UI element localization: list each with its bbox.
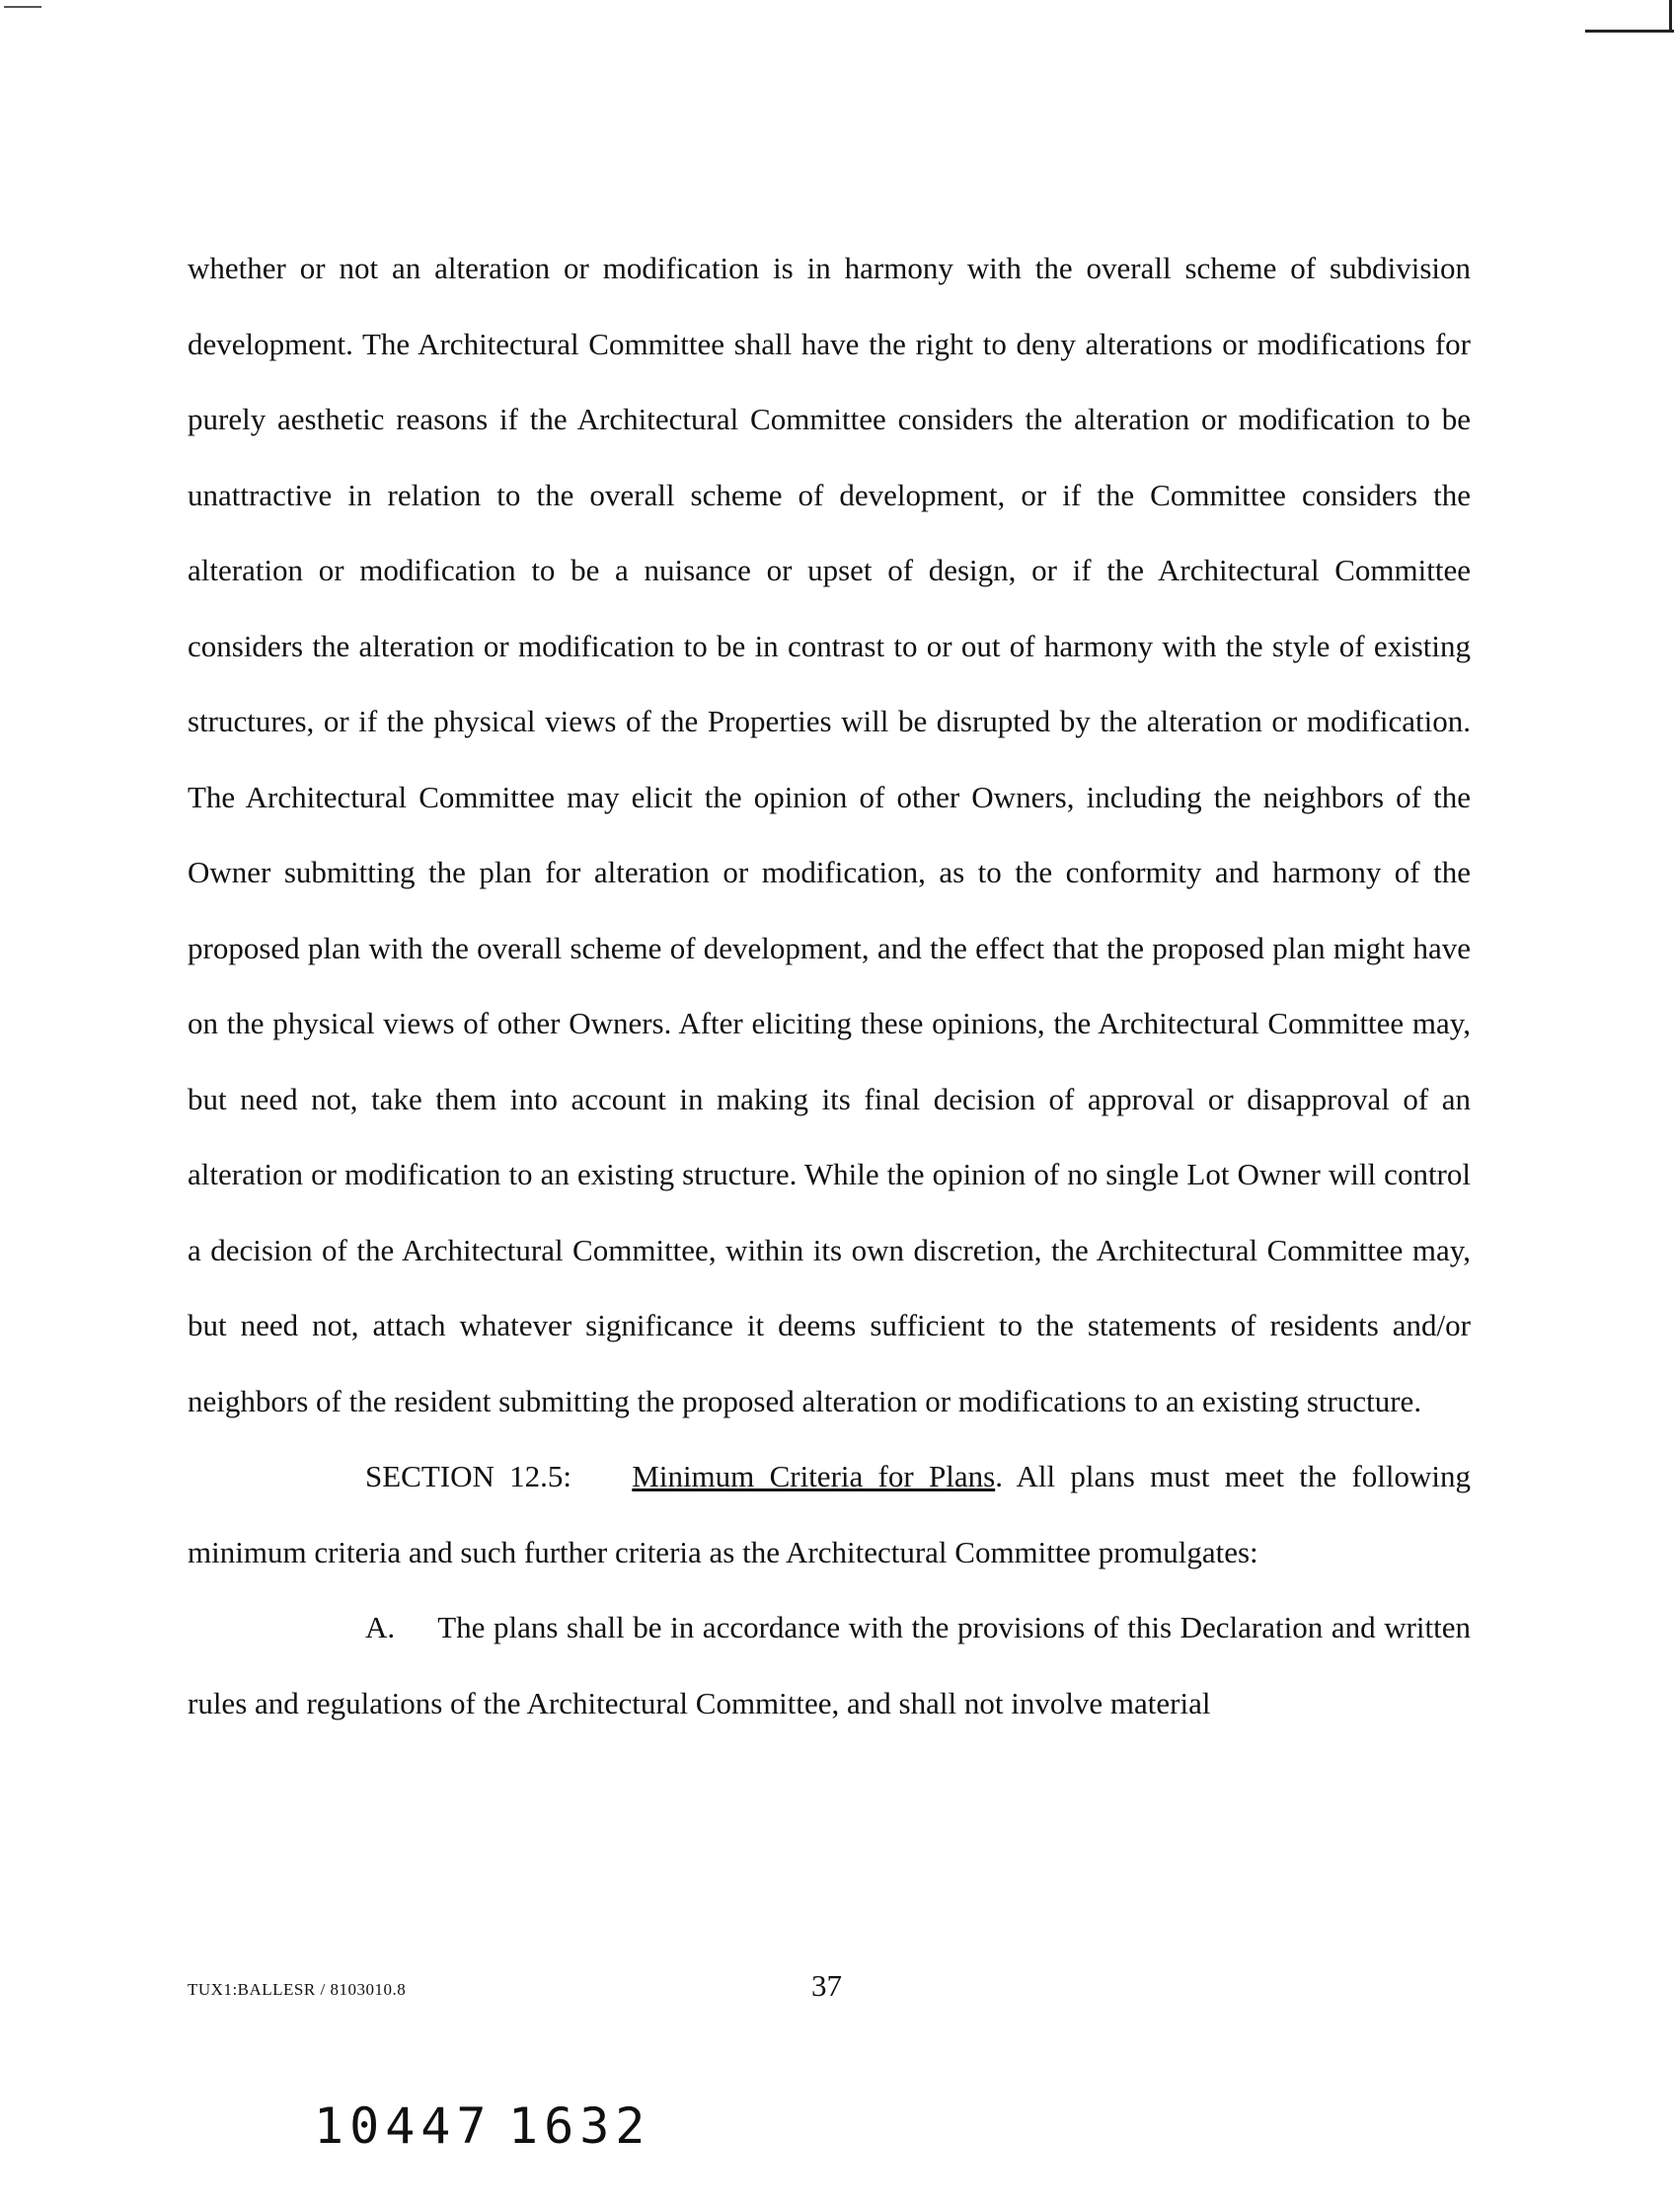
section-number: SECTION 12.5: [365, 1459, 572, 1493]
section-text: . All plans must meet the following minimum criteria and such further criteria as the Architectural Committee promulgates: [188, 1459, 1472, 1569]
item-a-text: The plans shall be in accordance with the provisions of this Declaration and written rules and regulations of the Architectural Committee, and shall not involve material [188, 1610, 1472, 1720]
scan-edge-mark [4, 6, 41, 8]
corner-crop-mark [1583, 0, 1674, 39]
section-12-5-paragraph [188, 1439, 1471, 1590]
paragraph-continuation: whether or not an alteration or modification is in harmony with the overall scheme of subdivision development. The Architectural Committee shall have the right to deny alterations or modifications for purely aesthetic reasons if the Architectural Committee considers the alteration or modification to be unattractive in relation to the overall scheme of development, or if the Committee considers the alteration or modification to be a nuisance or upset of design, or if the Architectural Committee considers the alteration or modification to be in contrast to or out of harmony with the style of existing structures, or if the physical views of the Properties will be disrupted by the alteration or modification. The Architectural Committee may elicit the opinion of other Owners, including the neighbors of the Owner submitting the plan for alteration or modification, as to the conformity and harmony of the proposed plan with the overall scheme of development, and the effect that the proposed plan might have on the physical views of other Owners. After eliciting these opinions, the Architectural Committee may, but need not, take them into account in making its final decision of approval or disapproval of an alteration or modification to an existing structure. While the opinion of no single Lot Owner will control a decision of the Architectural Committee, within its own discretion, the Architectural Committee may, but need not, attach whatever significance it deems sufficient to the statements of residents and/or neighbors of the resident submitting the proposed alteration or modifications to an existing structure. [188, 251, 1471, 1418]
footer-document-code: TUX1:BALLESR / 8103010.8 [188, 1980, 407, 1999]
recording-page-number: 1632 [508, 2098, 651, 2155]
body-text [188, 231, 1471, 1741]
item-a-paragraph [188, 1590, 1471, 1741]
recording-book-number: 10447 [314, 2098, 493, 2155]
page-number: 37 [811, 1968, 842, 2003]
section-title: Minimum Criteria for Plans [632, 1459, 996, 1493]
item-a-label: A. [365, 1610, 396, 1644]
